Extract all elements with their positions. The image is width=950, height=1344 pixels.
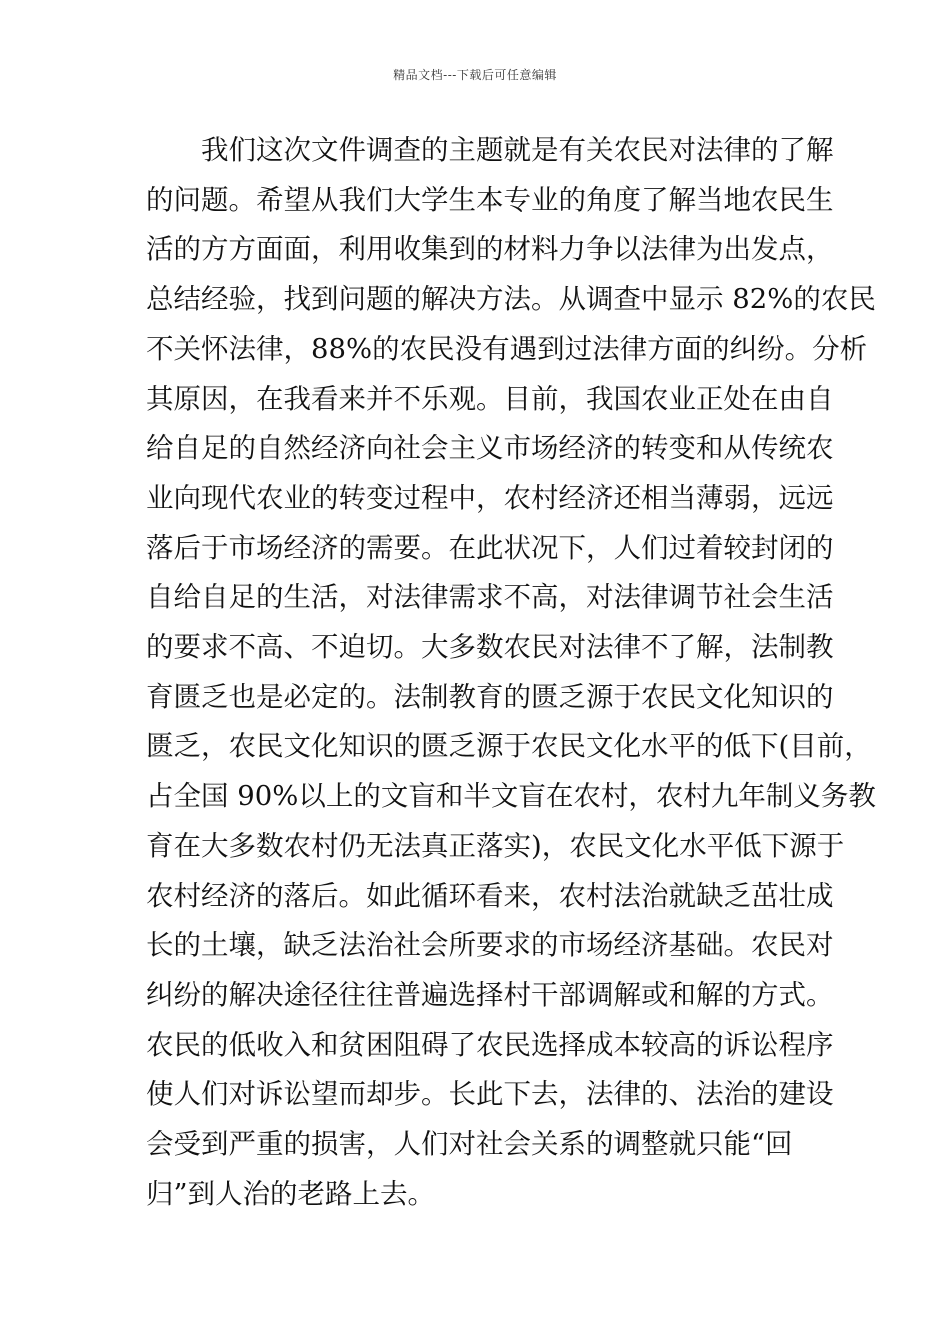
- paragraph-line: 活的方方面面，利用收集到的材料力争以法律为出发点，: [146, 233, 834, 266]
- paragraph-line: 归”到人治的老路上去。: [146, 1177, 436, 1210]
- paragraph-line: 的要求不高、不迫切。大多数农民对法律不了解，法制教: [146, 631, 834, 664]
- paragraph-line: 自给自足的生活，对法律需求不高，对法律调节社会生活: [146, 581, 834, 614]
- paragraph-line: 其原因，在我看来并不乐观。目前，我国农业正处在由自: [146, 382, 834, 415]
- paragraph-line: 业向现代农业的转变过程中，农村经济还相当薄弱，远远: [146, 481, 834, 514]
- paragraph-line: 给自足的自然经济向社会主义市场经济的转变和从传统农: [146, 432, 834, 465]
- body-paragraph: [146, 126, 876, 1219]
- paragraph-line: 占全国 90%以上的文盲和半文盲在农村，农村九年制义务教: [146, 780, 876, 813]
- page-header: 精品文档---下载后可任意编辑: [393, 68, 557, 82]
- paragraph-line: 农民的低收入和贫困阻碍了农民选择成本较高的诉讼程序: [146, 1028, 834, 1061]
- paragraph-line: 纠纷的解决途径往往普遍选择村干部调解或和解的方式。: [146, 978, 834, 1011]
- paragraph-line: 育匮乏也是必定的。法制教育的匮乏源于农民文化知识的: [146, 680, 834, 713]
- paragraph-line: 使人们对诉讼望而却步。长此下去，法律的、法治的建设: [146, 1078, 834, 1111]
- paragraph-line: 育在大多数农村仍无法真正落实)，农民文化水平低下源于: [146, 829, 845, 862]
- paragraph-line: 农村经济的落后。如此循环看来，农村法治就缺乏茁壮成: [146, 879, 834, 912]
- paragraph-line: 落后于市场经济的需要。在此状况下，人们过着较封闭的: [146, 531, 834, 564]
- paragraph-line: 匮乏，农民文化知识的匮乏源于农民文化水平的低下(目前，: [146, 730, 872, 763]
- paragraph-line: 不关怀法律，88%的农民没有遇到过法律方面的纠纷。分析: [146, 332, 868, 365]
- paragraph-line: 我们这次文件调查的主题就是有关农民对法律的了解: [201, 134, 834, 166]
- paragraph-line: 长的土壤，缺乏法治社会所要求的市场经济基础。农民对: [146, 929, 834, 962]
- paragraph-line: 的问题。希望从我们大学生本专业的角度了解当地农民生: [146, 183, 834, 216]
- paragraph-line: 总结经验，找到问题的解决方法。从调查中显示 82%的农民: [146, 283, 876, 316]
- paragraph-line: 会受到严重的损害，人们对社会关系的调整就只能“回: [146, 1128, 793, 1161]
